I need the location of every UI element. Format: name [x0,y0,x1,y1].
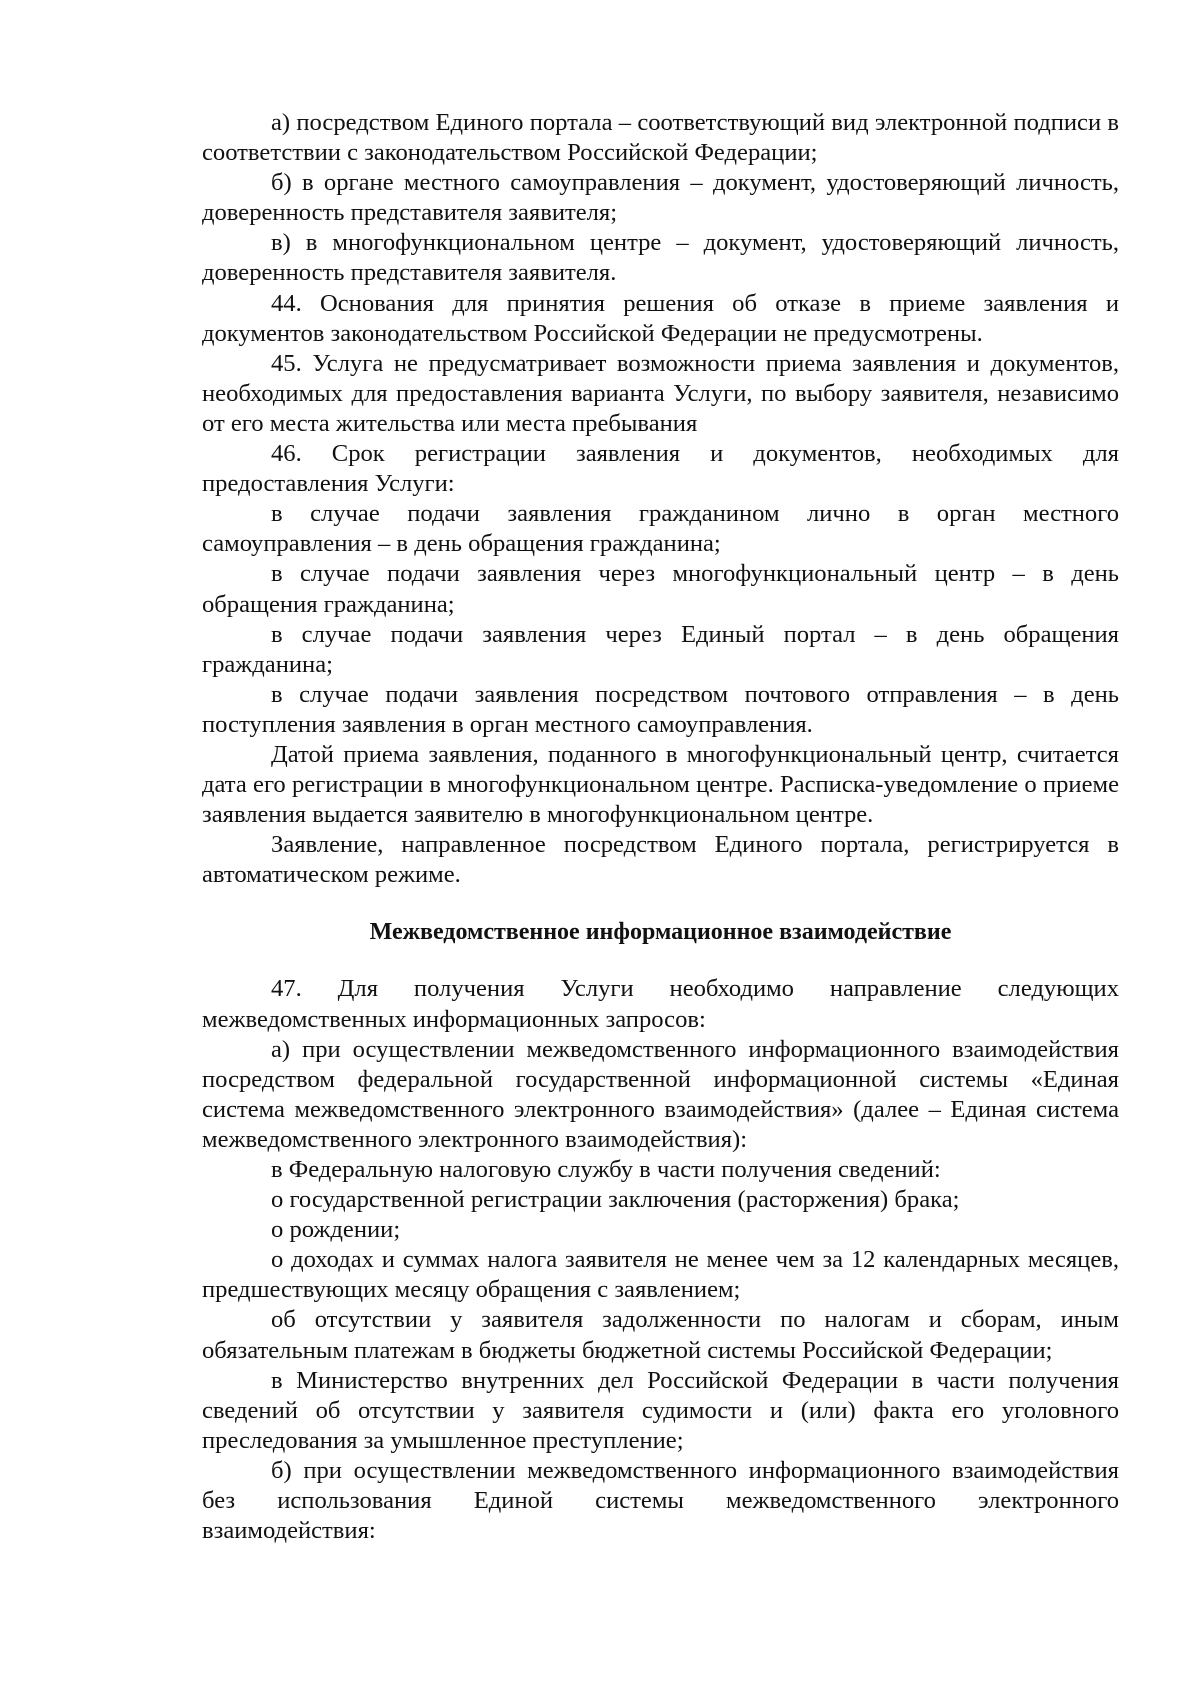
section-heading: Межведомственное информационное взаимодействие [369,919,952,946]
paragraph-47b: б) при осуществлении межведомственного информационного взаимодействия без использования Единой системы межведомственного электронного взаимодействия: [202,1456,1119,1545]
paragraph-43a: а) посредством Единого портала – соответствующий вид электронной подписи в соответствии с законодательством Российской Федерации; [202,109,1119,167]
paragraph-43c: в) в многофункциональном центре – документ, удостоверяющий личность, доверенность представителя заявителя. [202,229,1119,287]
paragraph-47a-income: о доходах и суммах налога заявителя не менее чем за 12 календарных месяцев, предшествующих месяцу обращения с заявлением; [202,1246,1119,1304]
paragraph-44: 44. Основания для принятия решения об отказе в приеме заявления и документов законодательством Российской Федерации не предусмотрены. [202,289,1119,347]
paragraph-portal-registration: Заявление, направленное посредством Единого портала, регистрируется в автоматическом режиме. [202,831,1119,889]
paragraph-45: 45. Услуга не предусматривает возможности приема заявления и документов, необходимых для предоставления варианта Услуги, по выбору заявителя, независимо от его места жительства или места пребывания [202,349,1119,437]
paragraph-46-item-1: в случае подачи заявления гражданином лично в орган местного самоуправления – в день обращения гражданина; [202,500,1119,558]
paragraph-47a-debt: об отсутствии у заявителя задолженности по налогам и сборам, иным обязательным платежам в бюджеты бюджетной системы Российской Федерации; [202,1306,1119,1364]
document-page [202,108,1119,1546]
paragraph-47a-birth: о рождении; [271,1216,401,1244]
paragraph-47: 47. Для получения Услуги необходимо направление следующих межведомственных информационных запросов: [202,975,1119,1033]
paragraph-46: 46. Срок регистрации заявления и документов, необходимых для предоставления Услуги: [202,440,1119,498]
paragraph-46-item-2: в случае подачи заявления через многофункциональный центр – в день обращения гражданина; [202,560,1119,618]
paragraph-43b: б) в органе местного самоуправления – документ, удостоверяющий личность, доверенность представителя заявителя; [202,169,1119,227]
paragraph-47a: а) при осуществлении межведомственного информационного взаимодействия посредством федеральной государственной информационной системы «Единая система межведомственного электронного взаимодействия» (далее – Единая система межведомственного электронного взаимодействия): [202,1035,1119,1153]
paragraph-46-item-3: в случае подачи заявления через Единый портал – в день обращения гражданина; [202,620,1119,678]
paragraph-47a-fns: в Федеральную налоговую службу в части получения сведений: [271,1156,941,1183]
paragraph-47a-mvd: в Министерство внутренних дел Российской Федерации в части получения сведений об отсутствии у заявителя судимости и (или) факта его уголовного преследования за умышленное преступление; [202,1366,1119,1454]
paragraph-47a-marriage: о государственной регистрации заключения (расторжения) брака; [271,1186,960,1214]
paragraph-46-item-4: в случае подачи заявления посредством почтового отправления – в день поступления заявления в орган местного самоуправления. [202,680,1119,738]
paragraph-receipt-date: Датой приема заявления, поданного в многофункциональный центр, считается дата его регистрации в многофункциональном центре. Расписка-уведомление о приеме заявления выдается заявителю в многофункциональном центре. [202,740,1119,829]
